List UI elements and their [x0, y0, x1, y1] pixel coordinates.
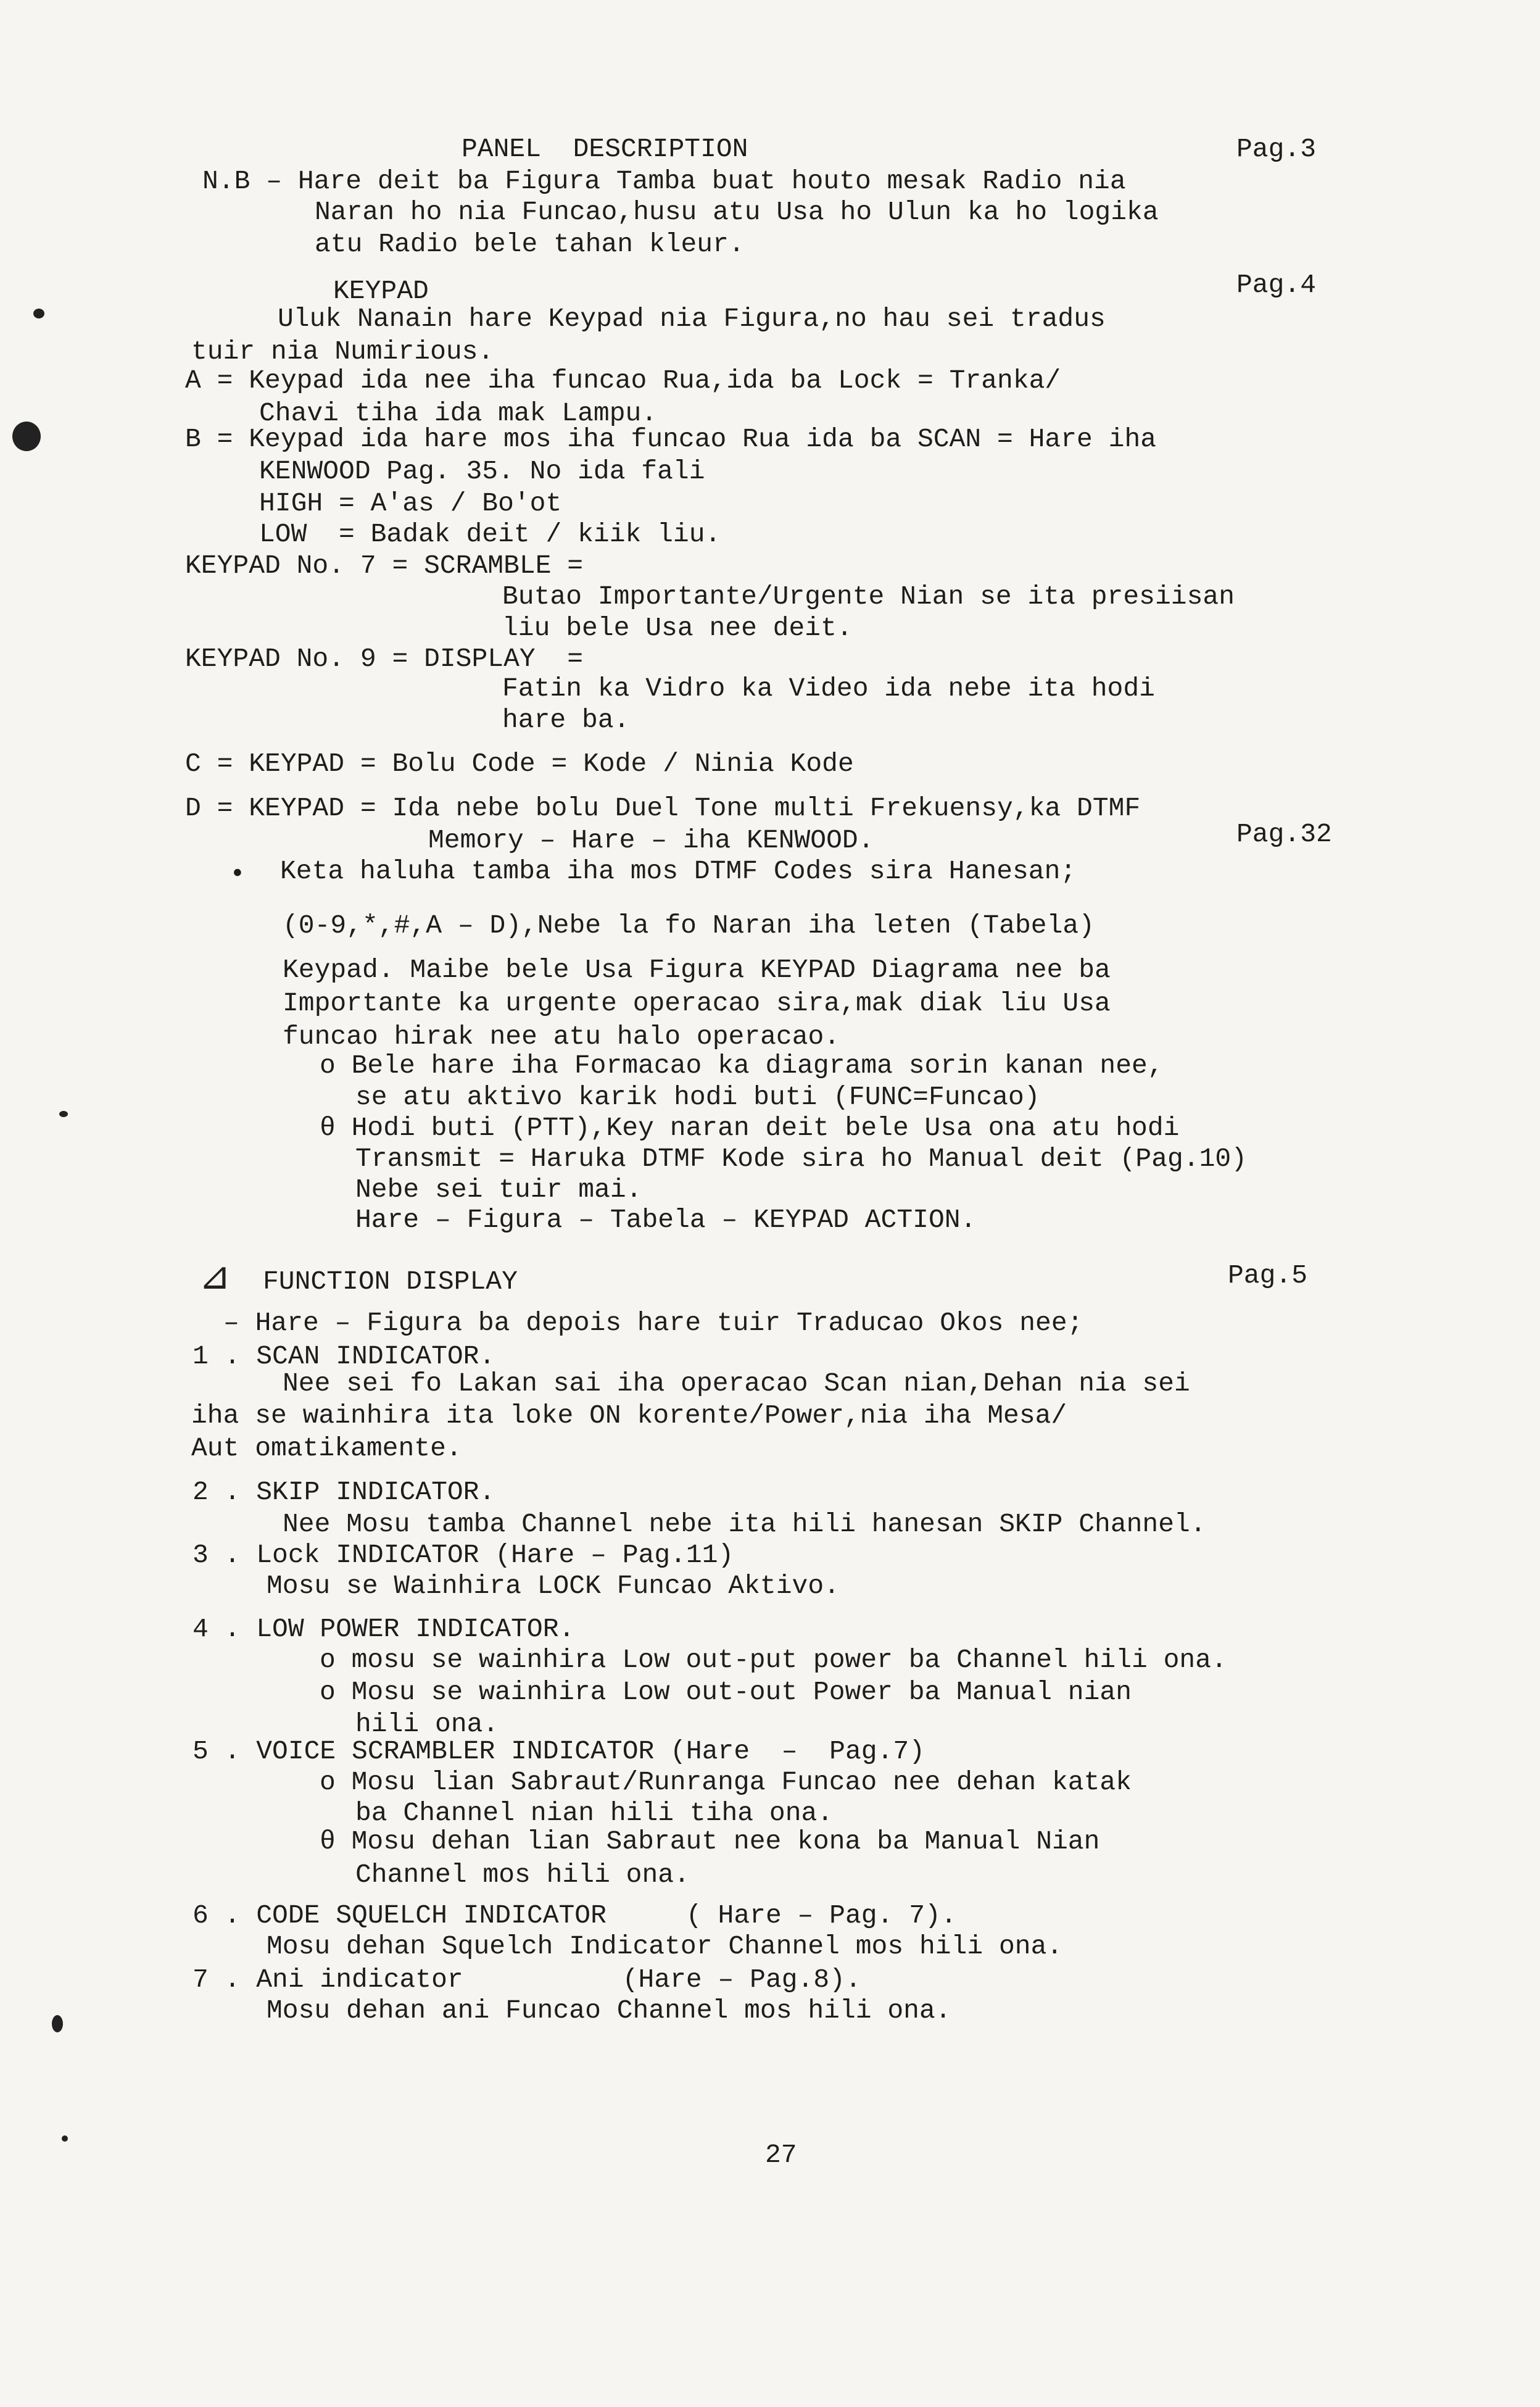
keypad-line: KENWOOD Pag. 35. No ida fali [259, 456, 705, 486]
function-display-title: FUNCTION DISPLAY [263, 1266, 518, 1297]
indicator-line: hili ona. [355, 1709, 499, 1739]
indicator-line: θ Mosu dehan lian Sabraut nee kona ba Manual Nian [320, 1826, 1100, 1856]
keypad-line: B = Keypad ida hare mos iha funcao Rua ida ba SCAN = Hare iha [185, 424, 1157, 454]
indicator-title: 3 . Lock INDICATOR (Hare – Pag.11) [192, 1540, 734, 1570]
panel-page: Pag.3 [1236, 134, 1317, 164]
margin-mark [52, 2015, 63, 2032]
indicator-line: iha se wainhira ita loke ON korente/Power,nia iha Mesa/ [191, 1400, 1067, 1431]
keypad-line: Keypad. Maibe bele Usa Figura KEYPAD Diagrama nee ba [283, 955, 1111, 985]
indicator-title: 5 . VOICE SCRAMBLER INDICATOR (Hare – Pag.7) [192, 1736, 925, 1766]
keypad-page: Pag.4 [1236, 270, 1317, 300]
indicator-title: 6 . CODE SQUELCH INDICATOR ( Hare – Pag. 7). [192, 1900, 957, 1931]
keypad-line: D = KEYPAD = Ida nebe bolu Duel Tone multi Frekuensy,ka DTMF [185, 793, 1141, 823]
indicator-line: Mosu dehan Squelch Indicator Channel mos hili ona. [267, 1931, 1063, 1961]
bullet-dot: • [230, 859, 246, 889]
pencil-triangle-icon: ⊿ [199, 1253, 231, 1298]
margin-mark [12, 422, 41, 451]
indicator-line: o mosu se wainhira Low out-put power ba Channel hili ona. [320, 1645, 1227, 1675]
margin-mark [62, 2135, 68, 2142]
keypad-line: HIGH = A'as / Bo'ot [259, 488, 562, 518]
keypad-line: hare ba. [502, 705, 630, 735]
indicator-line: Mosu dehan ani Funcao Channel mos hili ona. [267, 1995, 951, 2026]
indicator-line: Nee sei fo Lakan sai iha operacao Scan nian,Dehan nia sei [283, 1368, 1190, 1399]
keypad-line: Fatin ka Vidro ka Video ida nebe ita hodi [502, 673, 1155, 704]
keypad-line: Uluk Nanain hare Keypad nia Figura,no hau sei tradus [278, 304, 1106, 334]
panel-title: PANEL DESCRIPTION [462, 134, 748, 164]
keypad-line: Chavi tiha ida mak Lampu. [259, 398, 658, 428]
indicator-line: Aut omatikamente. [191, 1433, 462, 1463]
keypad-line: funcao hirak nee atu halo operacao. [283, 1021, 840, 1052]
keypad-line: Transmit = Haruka DTMF Kode sira ho Manual deit (Pag.10) [355, 1144, 1248, 1174]
margin-mark [33, 309, 44, 318]
indicator-line: Channel mos hili ona. [355, 1860, 690, 1890]
keypad-line: LOW = Badak deit / kiik liu. [259, 519, 721, 549]
keypad-line: Keta haluha tamba iha mos DTMF Codes sira Hanesan; [280, 856, 1077, 886]
keypad-line: KEYPAD No. 9 = DISPLAY = [185, 644, 584, 674]
keypad-line: tuir nia Numirious. [191, 336, 494, 367]
keypad-title: KEYPAD [333, 276, 429, 306]
keypad-page-ref: Pag.32 [1236, 819, 1332, 849]
keypad-line: liu bele Usa nee deit. [502, 613, 853, 643]
indicator-line: Mosu se Wainhira LOCK Funcao Aktivo. [267, 1571, 840, 1601]
indicator-line: Nee Mosu tamba Channel nebe ita hili hanesan SKIP Channel. [283, 1509, 1206, 1539]
indicator-line: o Mosu se wainhira Low out-out Power ba Manual nian [320, 1677, 1132, 1707]
keypad-line: θ Hodi buti (PTT),Key naran deit bele Usa ona atu hodi [320, 1113, 1180, 1143]
keypad-line: Importante ka urgente operacao sira,mak diak liu Usa [283, 988, 1111, 1018]
keypad-line: Memory – Hare – iha KENWOOD. [428, 825, 874, 855]
keypad-line: KEYPAD No. 7 = SCRAMBLE = [185, 551, 584, 581]
indicator-title: 7 . Ani indicator (Hare – Pag.8). [192, 1964, 861, 1995]
margin-mark [59, 1111, 68, 1117]
keypad-line: C = KEYPAD = Bolu Code = Kode / Ninia Kode [185, 749, 854, 779]
panel-nb-line: Naran ho nia Funcao,husu atu Usa ho Ulun ka ho logika [315, 197, 1159, 227]
keypad-line: o Bele hare iha Formacao ka diagrama sorin kanan nee, [320, 1050, 1164, 1081]
indicator-title: 2 . SKIP INDICATOR. [192, 1477, 495, 1507]
keypad-line: Butao Importante/Urgente Nian se ita presiisan [502, 581, 1235, 612]
indicator-line: o Mosu lian Sabraut/Runranga Funcao nee dehan katak [320, 1767, 1132, 1797]
indicator-line: ba Channel nian hili tiha ona. [355, 1798, 834, 1828]
function-display-page: Pag.5 [1228, 1260, 1308, 1291]
page-number: 27 [765, 2140, 797, 2170]
panel-nb-line: N.B – Hare deit ba Figura Tamba buat houto mesak Radio nia [202, 166, 1126, 196]
keypad-line: se atu aktivo karik hodi buti (FUNC=Funcao) [355, 1082, 1040, 1112]
function-display-line: – Hare – Figura ba depois hare tuir Traducao Okos nee; [223, 1308, 1083, 1338]
keypad-line: Hare – Figura – Tabela – KEYPAD ACTION. [355, 1205, 977, 1235]
keypad-line: A = Keypad ida nee iha funcao Rua,ida ba Lock = Tranka/ [185, 365, 1061, 396]
indicator-title: 1 . SCAN INDICATOR. [192, 1341, 495, 1371]
panel-nb-line: atu Radio bele tahan kleur. [315, 229, 745, 259]
indicator-title: 4 . LOW POWER INDICATOR. [192, 1614, 575, 1644]
keypad-line: (0-9,*,#,A – D),Nebe la fo Naran iha leten (Tabela) [283, 910, 1095, 941]
keypad-line: Nebe sei tuir mai. [355, 1174, 642, 1205]
